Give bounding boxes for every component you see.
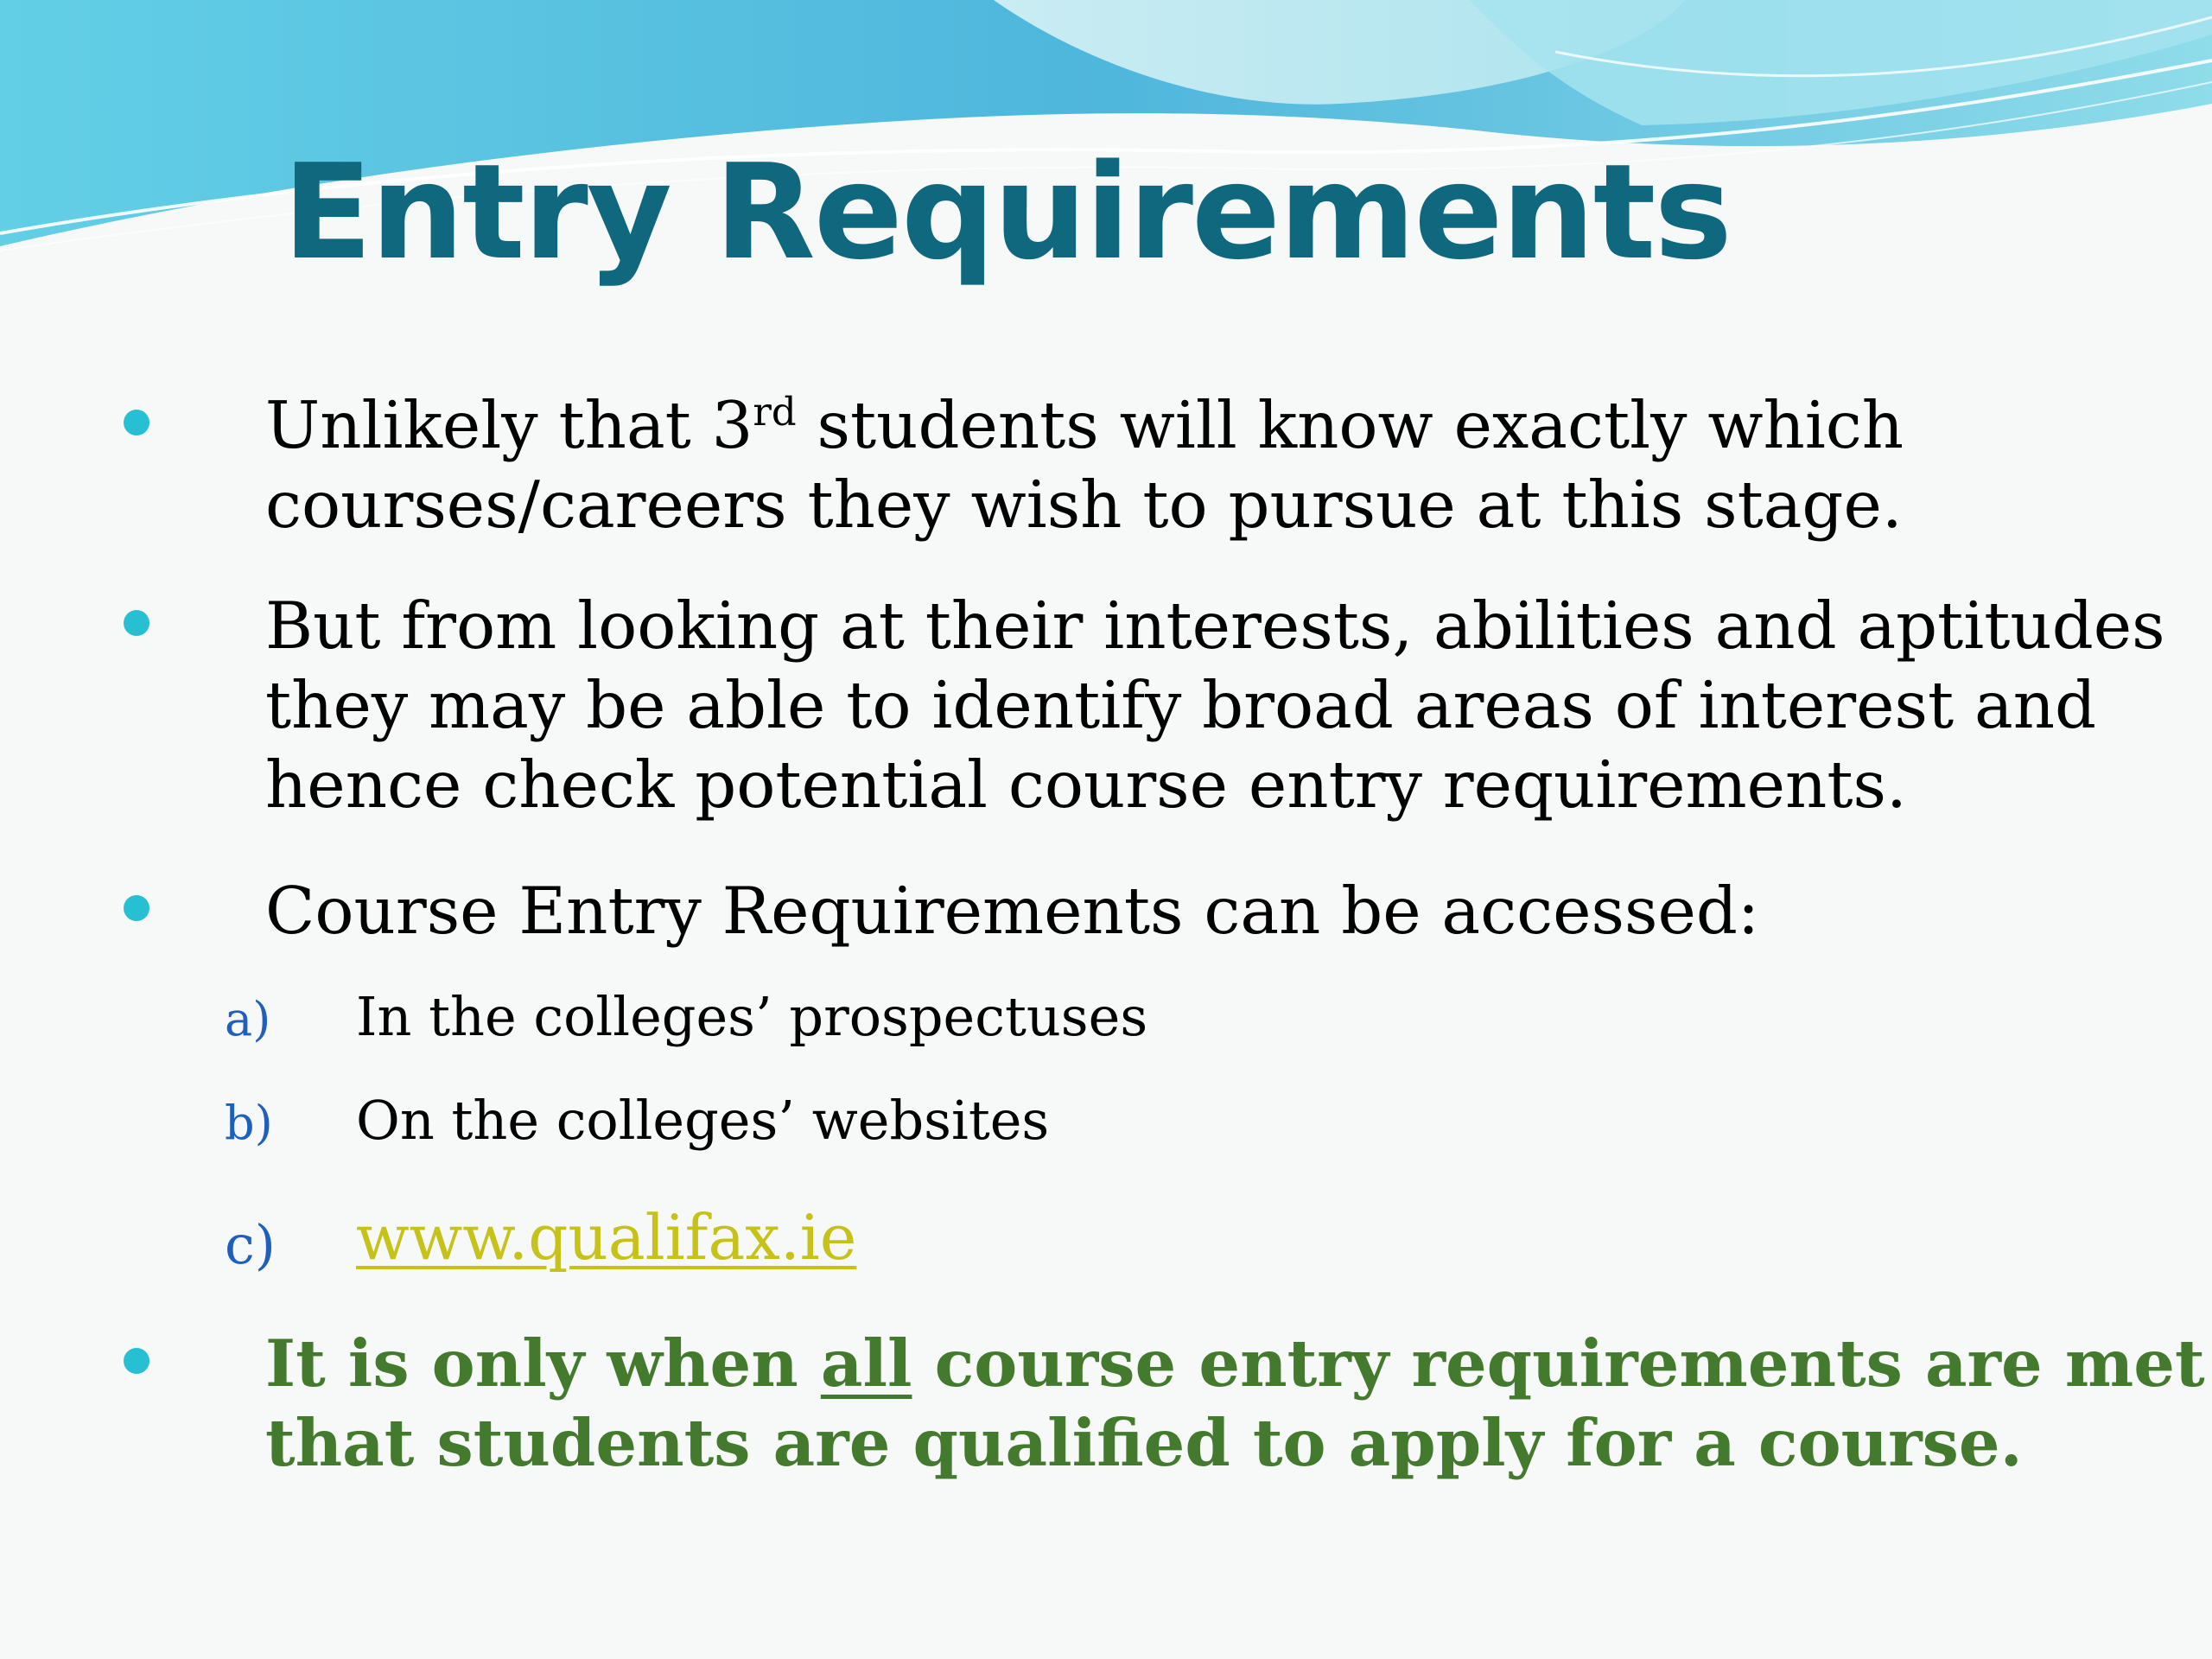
bullet-dot-icon	[124, 1348, 149, 1374]
bullet-dot-icon	[124, 410, 149, 435]
sub-item-text: In the colleges’ prospectuses	[356, 985, 1148, 1048]
bullet-3-text: Course Entry Requirements can be accessed:	[265, 873, 1760, 949]
qualifax-link[interactable]: www.qualifax.ie	[356, 1201, 857, 1274]
sub-item-text: On the colleges’ websites	[356, 1089, 1050, 1152]
slide-title: Entry Requirements	[283, 136, 1731, 289]
bullet-1-text: Unlikely that 3rd students will know exactly which courses/careers they wish to pursue at this stage.	[265, 387, 1904, 543]
sub-item-marker: a)	[225, 992, 271, 1046]
sub-item-marker: c)	[225, 1213, 276, 1276]
bullet-4-text: It is only when all course entry requirements are met that students are qualified to apply for a course.	[265, 1325, 2205, 1481]
bullet-dot-icon	[124, 610, 149, 636]
bullet-dot-icon	[124, 895, 149, 921]
sub-item-marker: b)	[225, 1096, 273, 1150]
bullet-2-text: But from looking at their interests, abilities and aptitudes they may be able to identify broad areas of interest and hence check potential course entry requirements.	[265, 588, 2165, 823]
